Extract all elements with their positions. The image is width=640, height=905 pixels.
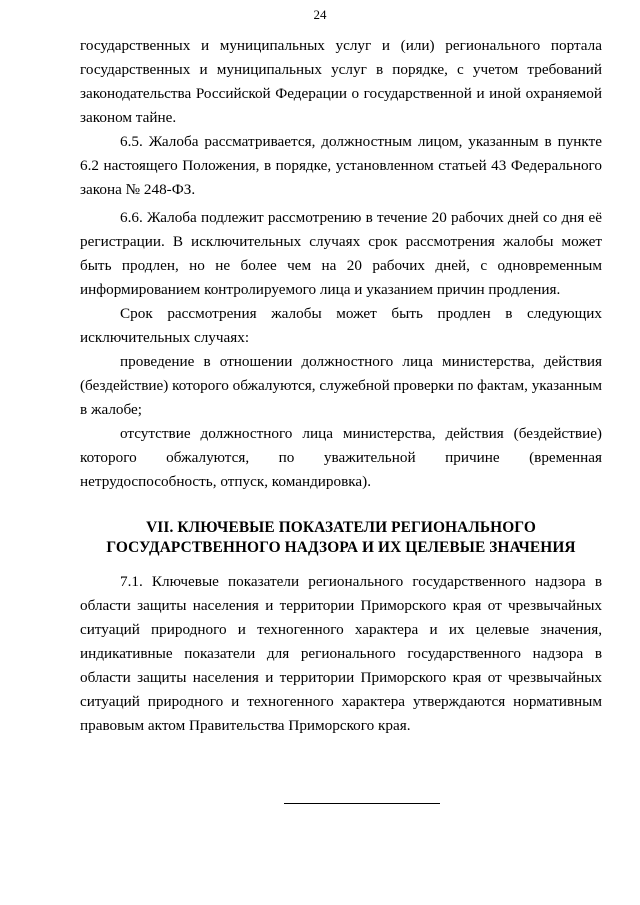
end-divider-line [284, 803, 440, 804]
paragraph-case-inspection: проведение в отношении должностного лица министерства, действия (бездействие) которого обжалуются, служебной проверки по фактам, указанным в жалобе; [80, 353, 602, 418]
section-heading [80, 518, 602, 558]
paragraph-case-absence: отсутствие должностного лица министерства, действия (бездействие) которого обжалуются, по уважительной причине (временная нетрудоспособность, отпуск, командировка). [80, 425, 602, 490]
page-number: 24 [313, 7, 327, 22]
paragraph-6-5: 6.5. Жалоба рассматривается, должностным лицом, указанным в пункте 6.2 настоящего Положения, в порядке, установленном статьей 43 Федерального закона № 248-ФЗ. [80, 133, 602, 198]
paragraph-6-6: 6.6. Жалоба подлежит рассмотрению в течение 20 рабочих дней со дня её регистрации. В исключительных случаях срок рассмотрения жалобы может быть продлен, но не более чем на 20 рабочих дней, с одновременным информированием контролируемого лица и указанием причин продления. [80, 209, 602, 298]
section-heading-line-2: ГОСУДАРСТВЕННОГО НАДЗОРА И ИХ ЦЕЛЕВЫЕ ЗНАЧЕНИЯ [106, 539, 576, 556]
paragraph-7-1: 7.1. Ключевые показатели регионального государственного надзора в области защиты населения и территории Приморского края от чрезвычайных ситуаций природного и техногенного характера и их целевые значения, индикативные показатели для регионального государственного надзора в области защиты населения и территории Приморского края от чрезвычайных ситуаций природного и техногенного характера утверждаются нормативным правовым актом Правительства Приморского края. [80, 573, 602, 734]
paragraph-extension-cases: Срок рассмотрения жалобы может быть продлен в следующих исключительных случаях: [80, 305, 602, 346]
paragraph-continuation: государственных и муниципальных услуг и (или) регионального портала государственных и муниципальных услуг в порядке, с учетом требований законодательства Российской Федерации о государственной и иной охраняемой законом тайне. [80, 37, 602, 126]
section-heading-line-1: VII. КЛЮЧЕВЫЕ ПОКАЗАТЕЛИ РЕГИОНАЛЬНОГО [146, 519, 536, 536]
document-body [80, 34, 602, 738]
